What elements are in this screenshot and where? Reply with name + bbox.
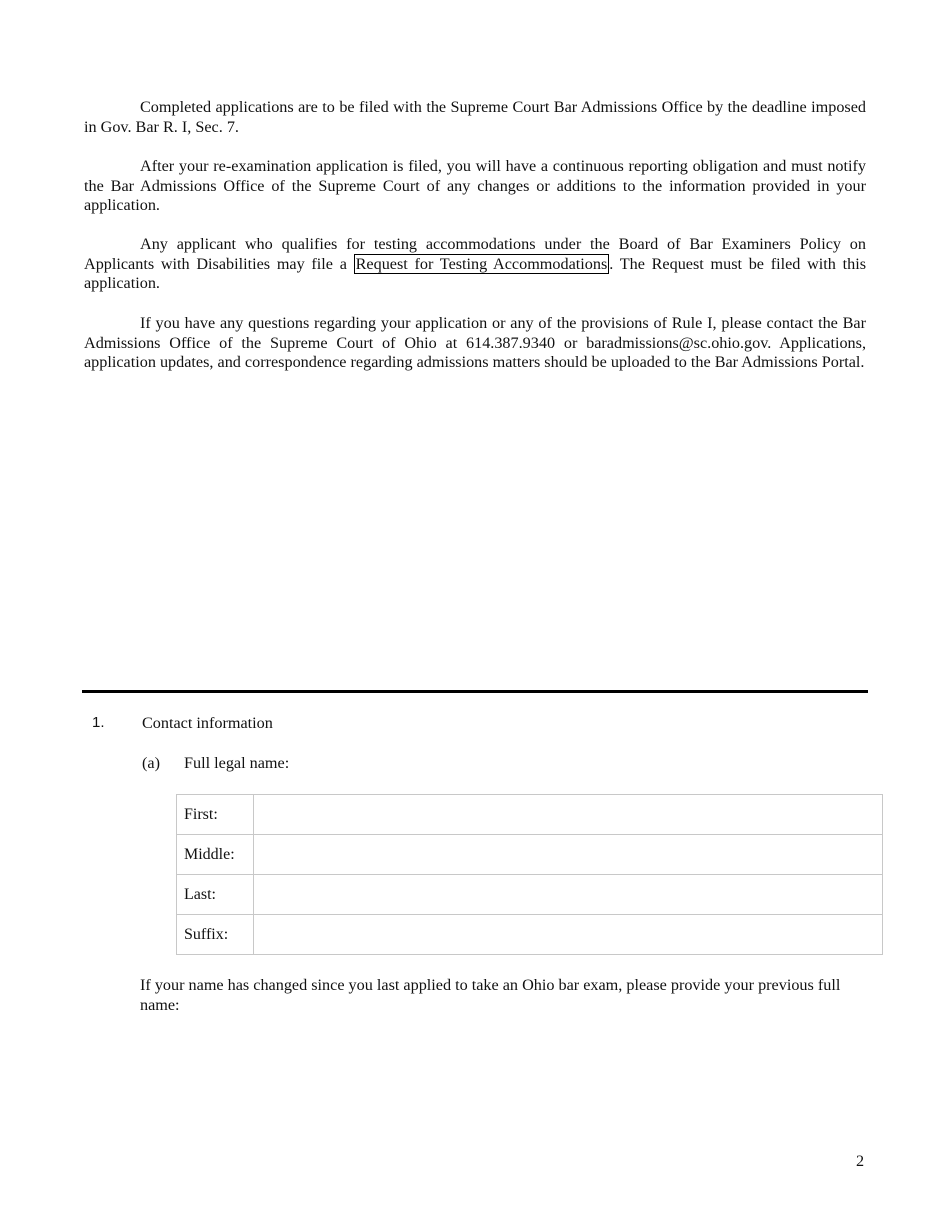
- subsection-letter: (a): [142, 754, 160, 772]
- section-divider: [82, 690, 868, 693]
- intro-paragraph-contact: If you have any questions regarding your application or any of the provisions of Rule I, please contact the Bar Admissions Office of the Supreme Court of Ohio at 614.387.9340 or baradmissions@sc.ohio.gov. Applications, application updates, and correspondence regarding admissions matters should be uploaded to the Bar Admissions Portal.: [84, 314, 866, 372]
- intro-paragraph-reporting: After your re-examination application is filed, you will have a continuous reporting obligation and must notify the Bar Admissions Office of the Supreme Court of any changes or additions to the information provided in your application.: [84, 157, 866, 215]
- intro-paragraph-filing: Completed applications are to be filed with the Supreme Court Bar Admissions Office by the deadline imposed in Gov. Bar R. I, Sec. 7.: [84, 98, 866, 136]
- table-row: [177, 915, 883, 955]
- table-row: [177, 875, 883, 915]
- first-name-field[interactable]: [254, 795, 883, 835]
- suffix-label: Suffix:: [177, 915, 254, 955]
- intro-paragraph-accommodations: [84, 235, 866, 294]
- section-number: 1.: [92, 714, 105, 731]
- last-name-label: Last:: [177, 875, 254, 915]
- middle-name-field[interactable]: [254, 835, 883, 875]
- table-row: [177, 795, 883, 835]
- subsection-title: Full legal name:: [184, 754, 290, 772]
- accommodations-text-after: . The Request must be filed with this application.: [84, 254, 867, 293]
- suffix-field[interactable]: [254, 915, 883, 955]
- first-name-label: First:: [177, 795, 254, 835]
- testing-accommodations-link[interactable]: Request for Testing Accommodations: [355, 254, 608, 273]
- middle-name-label: Middle:: [177, 835, 254, 875]
- section-title: Contact information: [142, 714, 273, 732]
- last-name-field[interactable]: [254, 875, 883, 915]
- accommodations-text-before: Any applicant who qualifies for testing accommodations under the Board of Bar Examiners Policy on Applicants with Disabilities may file a: [84, 235, 866, 273]
- previous-name-prompt: If your name has changed since you last applied to take an Ohio bar exam, please provide your previous full name:: [140, 976, 841, 1014]
- table-row: [177, 835, 883, 875]
- full-legal-name-table: [176, 794, 883, 955]
- page-number: 2: [856, 1152, 865, 1170]
